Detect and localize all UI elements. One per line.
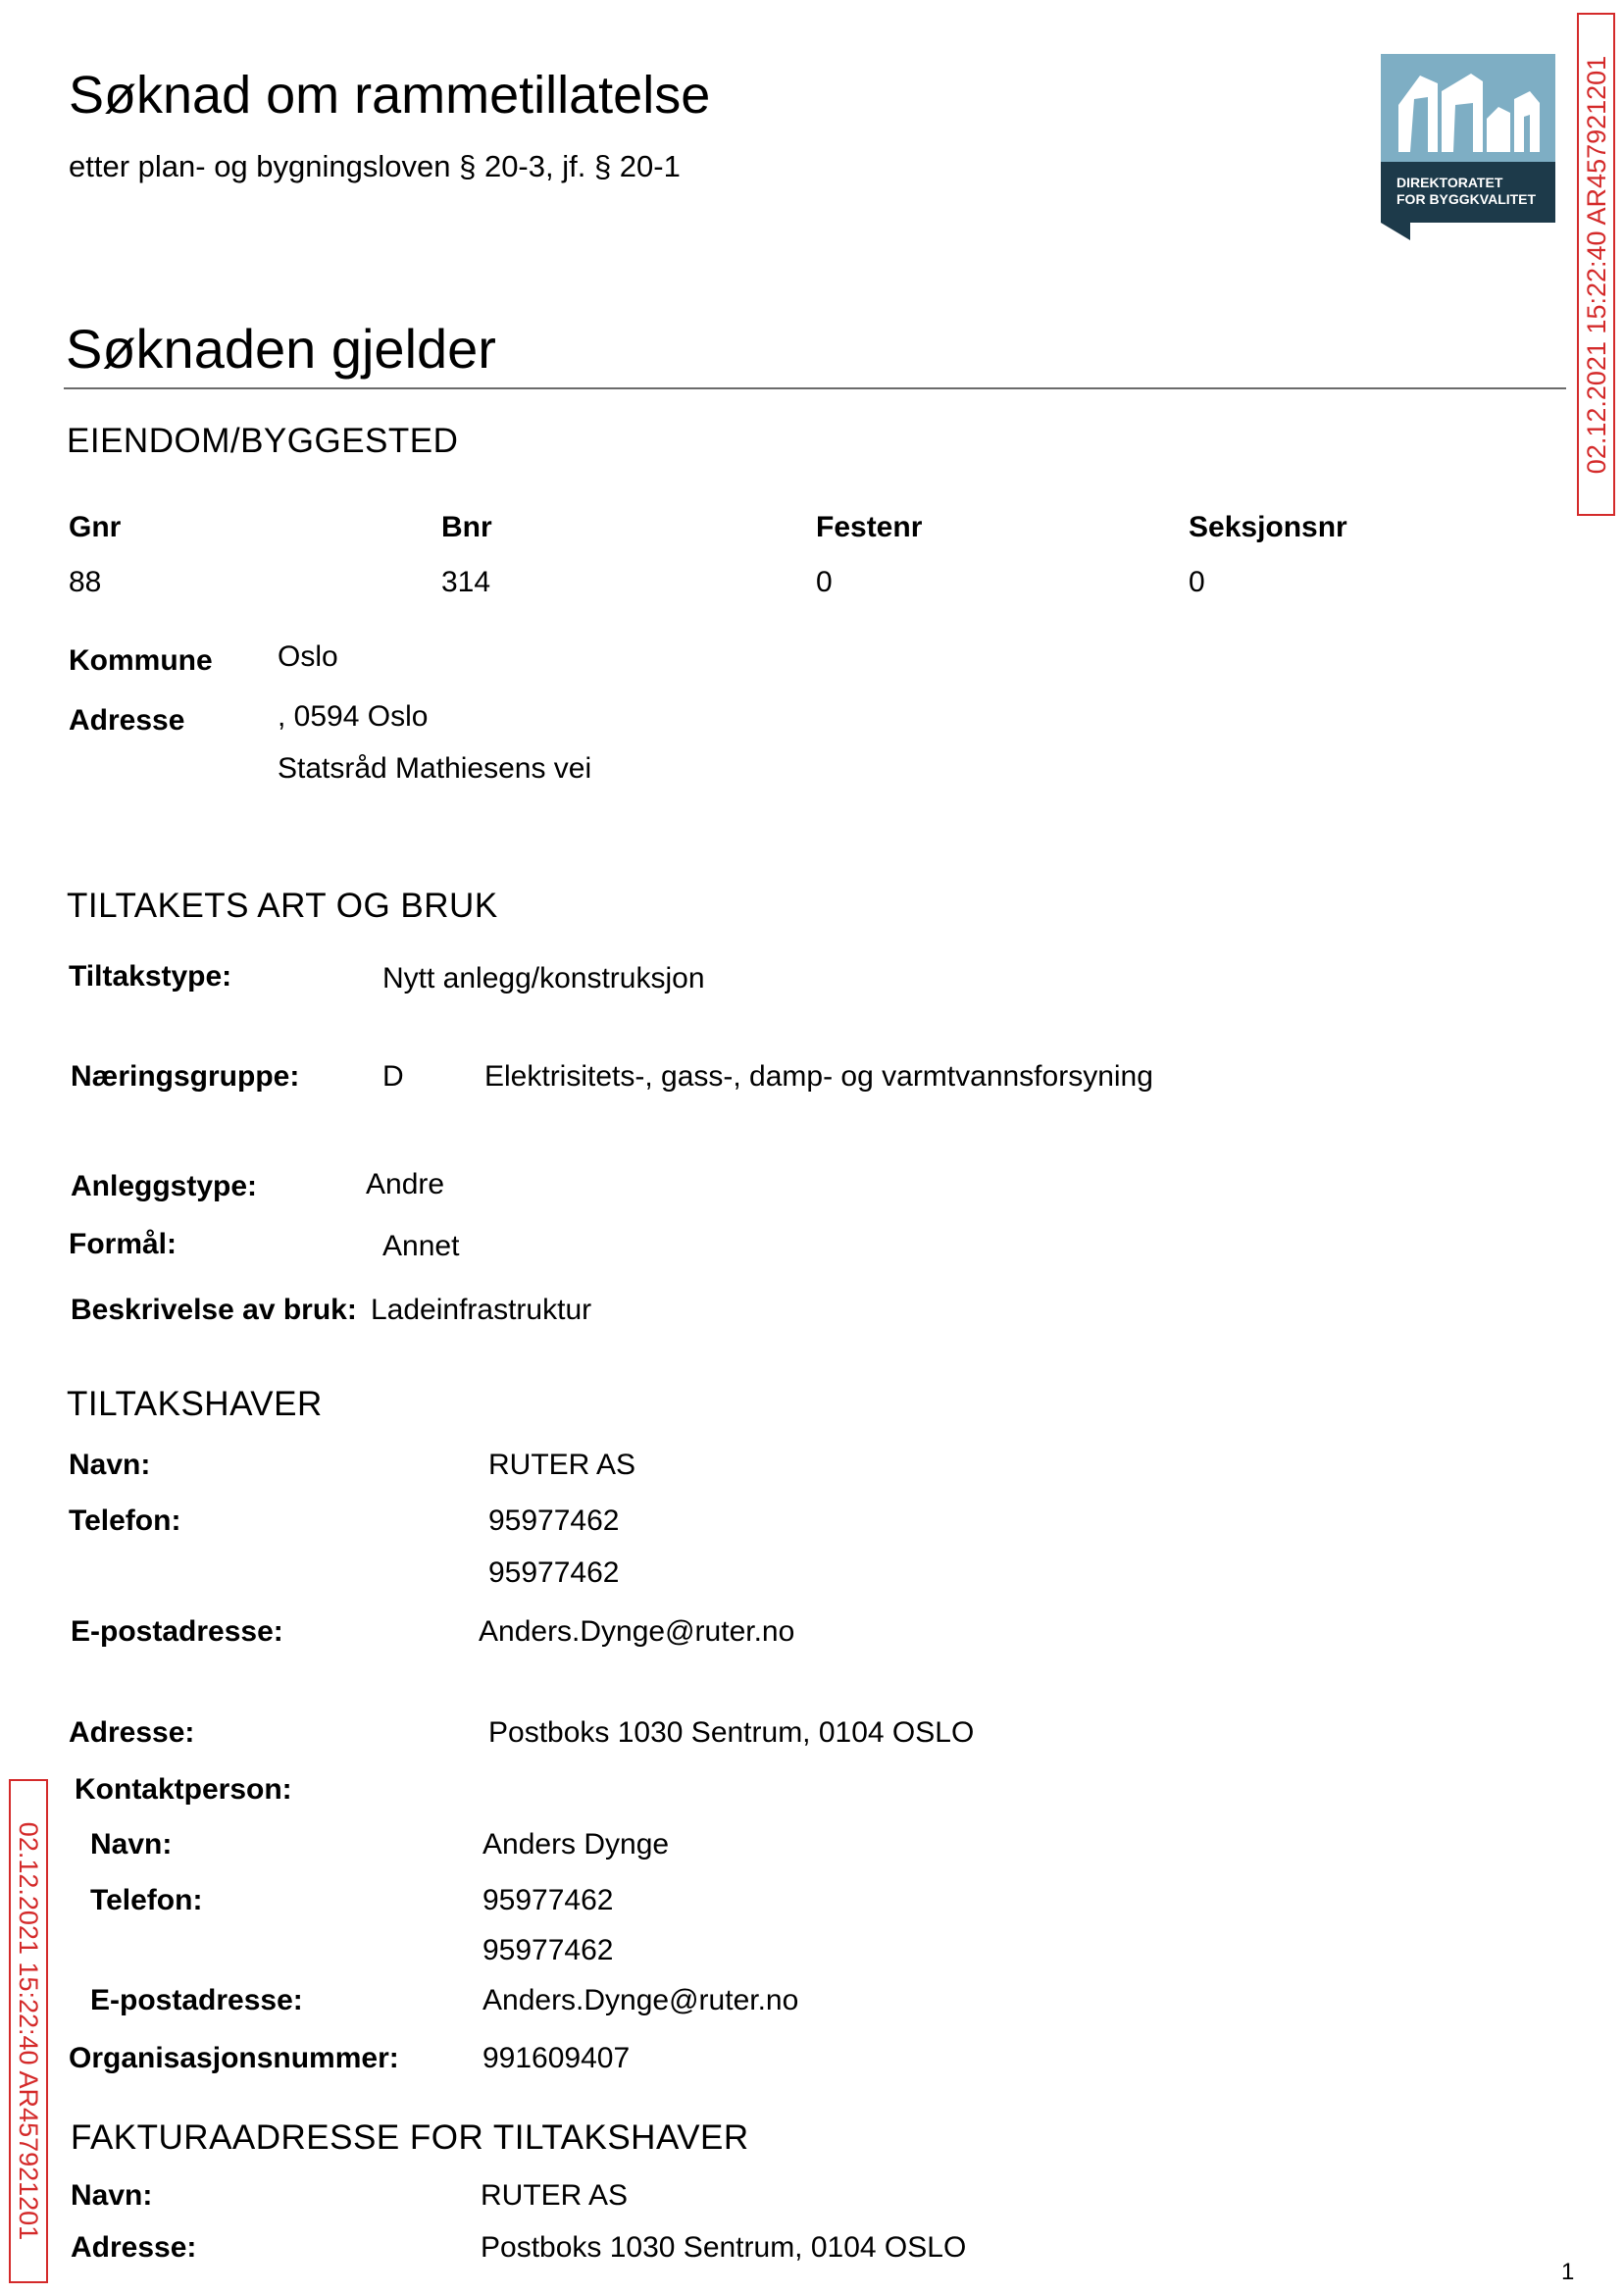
logo-text-line2: FOR BYGGKVALITET [1396,191,1537,207]
kontaktperson-telefon1: 95977462 [482,1884,614,1916]
kontaktperson-epost-label: E-postadresse: [90,1984,303,2016]
document-title: Søknad om rammetillatelse [69,66,711,125]
tiltakshaver-epost-label: E-postadresse: [71,1615,283,1648]
faktura-adresse-label: Adresse: [71,2231,197,2264]
logo-text-line1: DIREKTORATET [1396,175,1503,190]
faktura-navn-label: Navn: [71,2179,153,2212]
tiltakshaver-navn-value: RUTER AS [488,1449,636,1481]
tiltakshaver-epost-value: Anders.Dynge@ruter.no [479,1615,795,1648]
kontaktperson-epost-value: Anders.Dynge@ruter.no [482,1984,799,2016]
tiltakshaver-heading: TILTAKSHAVER [67,1385,323,1423]
anleggstype-label: Anleggstype: [71,1170,258,1202]
naeringsgruppe-code: D [382,1060,404,1093]
eiendom-adresse-line1: , 0594 Oslo [278,700,429,733]
faktura-heading: FAKTURAADRESSE FOR TILTAKSHAVER [71,2118,749,2157]
orgnr-label: Organisasjonsnummer: [69,2042,399,2074]
formaal-label: Formål: [69,1228,178,1260]
faktura-adresse-value: Postboks 1030 Sentrum, 0104 OSLO [481,2231,967,2264]
kommune-label: Kommune [69,644,213,677]
formaal-value: Annet [382,1230,460,1262]
section-divider [64,387,1566,389]
naeringsgruppe-label: Næringsgruppe: [71,1060,300,1093]
document-subtitle: etter plan- og bygningsloven § 20-3, jf. § 20-1 [69,149,681,183]
faktura-navn-value: RUTER AS [481,2179,629,2212]
eiendom-adresse-label: Adresse [69,704,185,737]
gnr-label: Gnr [69,511,122,543]
beskrivelse-value: Ladeinfrastruktur [371,1294,592,1326]
festenr-label: Festenr [816,511,923,543]
dibk-logo [1381,54,1555,242]
tiltakstype-value: Nytt anlegg/konstruksjon [382,962,705,994]
tiltakshaver-adresse-label: Adresse: [69,1716,195,1749]
kontaktperson-telefon2: 95977462 [482,1934,614,1966]
seksjonsnr-value: 0 [1189,566,1205,598]
receipt-stamp-text: 02.12.2021 15:22:40 AR457921201 [14,1821,43,2241]
section-title: Søknaden gjelder [66,318,496,380]
bnr-value: 314 [441,566,491,598]
page-number: 1 [1561,2259,1575,2285]
tiltakshaver-telefon1: 95977462 [488,1504,620,1537]
tiltak-heading: TILTAKETS ART OG BRUK [67,887,498,925]
receipt-stamp-left [9,1779,48,2283]
bnr-label: Bnr [441,511,492,543]
dibk-logo-graphic [1381,54,1555,242]
receipt-stamp-right [1577,13,1615,516]
tiltakshaver-telefon-label: Telefon: [69,1504,181,1537]
tiltakshaver-navn-label: Navn: [69,1449,151,1481]
kontaktperson-telefon-label: Telefon: [90,1884,203,1916]
kontaktperson-label: Kontaktperson: [75,1773,292,1806]
eiendom-adresse-line2: Statsråd Mathiesens vei [278,752,592,785]
tiltakshaver-telefon2: 95977462 [488,1556,620,1589]
kontaktperson-navn-value: Anders Dynge [482,1828,670,1861]
eiendom-heading: EIENDOM/BYGGESTED [67,422,459,460]
tiltakshaver-adresse-value: Postboks 1030 Sentrum, 0104 OSLO [488,1716,975,1749]
kommune-value: Oslo [278,640,338,673]
tiltakstype-label: Tiltakstype: [69,960,232,993]
anleggstype-value: Andre [366,1168,445,1200]
beskrivelse-label: Beskrivelse av bruk: [71,1294,357,1326]
naeringsgruppe-value: Elektrisitets-, gass-, damp- og varmtvannsforsyning [484,1060,1153,1093]
receipt-stamp-text: 02.12.2021 15:22:40 AR457921201 [1581,55,1611,474]
gnr-value: 88 [69,566,102,598]
seksjonsnr-label: Seksjonsnr [1189,511,1347,543]
orgnr-value: 991609407 [482,2042,631,2074]
kontaktperson-navn-label: Navn: [90,1828,173,1861]
festenr-value: 0 [816,566,833,598]
